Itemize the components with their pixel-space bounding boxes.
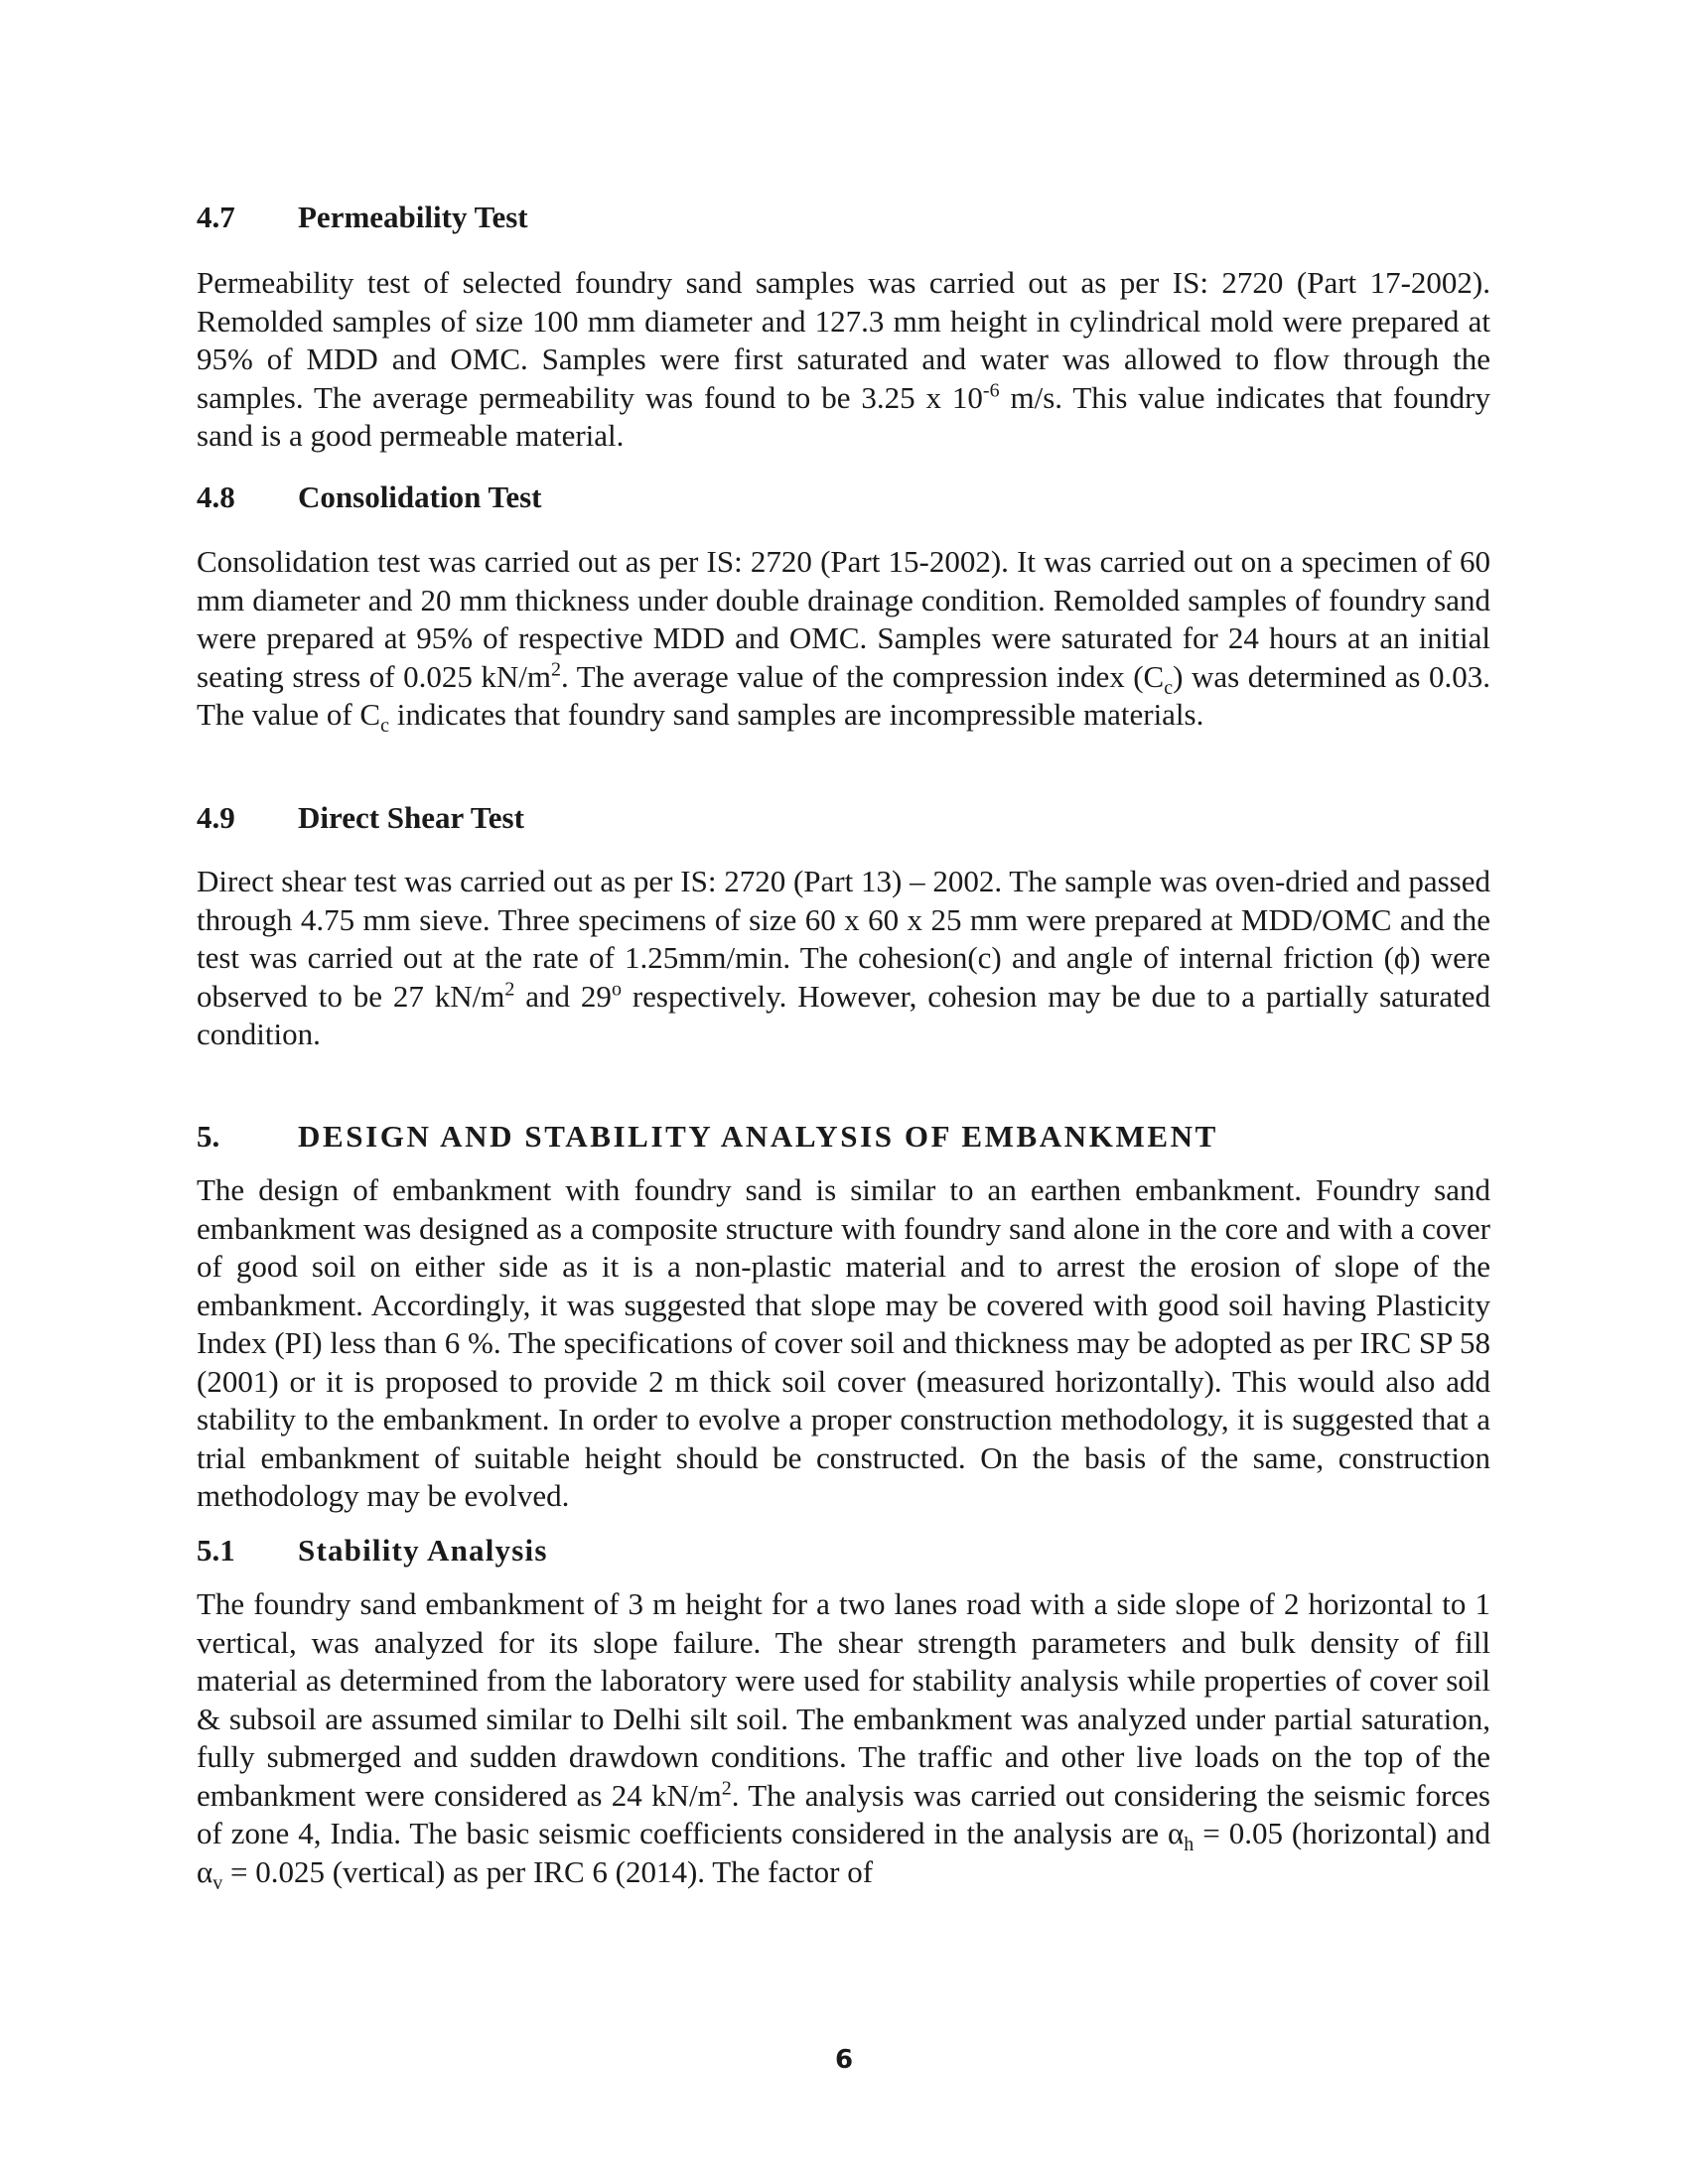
section-number: 4.8 (197, 479, 235, 514)
section-title: DESIGN AND STABILITY ANALYSIS OF EMBANKMENT (298, 1119, 1218, 1154)
section-number: 4.7 (197, 200, 235, 234)
section-number: 4.9 (197, 800, 235, 835)
section-title: Direct Shear Test (298, 800, 524, 835)
section-heading-4-7 (197, 200, 528, 235)
section-heading-4-8 (197, 479, 542, 515)
section-title: Consolidation Test (298, 479, 542, 514)
section-number: 5.1 (197, 1533, 235, 1568)
section-paragraph: The foundry sand embankment of 3 m height for a two lanes road with a side slope of 2 horizontal to 1 vertical, was analyzed for its slope failure. The shear strength parameters and bulk density of fill material as determined from the laboratory were used for stability analysis while properties of cover soil & subsoil are assumed similar to Delhi silt soil. The embankment was analyzed under partial saturation, fully submerged and sudden drawdown conditions. The traffic and other live loads on the top of the embankment were considered as 24 $kN/m^2$. The analysis was carried out considering the seismic forces of zone 4, India. The basic seismic coefficients considered in the analysis are $\alpha_h = 0.05$ (horizontal) and $\alpha_v = 0.025$ (vertical) as per IRC 6 (2014). The factor of (197, 1586, 1490, 1894)
page-number: 6 (834, 2045, 854, 2075)
section-paragraph: Direct shear test was carried out as per IS: 2720 (Part 13) – 2002. The sample was oven-dried and passed through 4.75 mm sieve. Three specimens of size 60 x 60 x 25 mm were prepared at MDD/OMC and the test was carried out at the rate of 1.25mm/min. The cohesion(c) and angle of internal friction (ϕ) were observed to be 27 $kN/m^2$ and 29$^o$ respectively. However, cohesion may be due to a partially saturated condition. (197, 864, 1490, 1051)
section-number: 5. (197, 1119, 220, 1154)
section-heading-5 (197, 1119, 1218, 1155)
section-heading-4-9 (197, 800, 524, 836)
section-title: Stability Analysis (298, 1533, 548, 1568)
section-paragraph: Consolidation test was carried out as per IS: 2720 (Part 15-2002). It was carried out on a specimen of 60 mm diameter and 20 mm thickness under double drainage condition. Remolded samples of foundry sand were prepared at 95% of respective MDD and OMC. Samples were saturated for 24 hours at an initial seating stress of 0.025 $kN/m^2$. The average value of the compression index $(C_c)$ was determined as 0.03. The value of $C_c$ indicates that foundry sand samples are incompressible materials. (197, 544, 1490, 738)
section-heading-5-1 (197, 1533, 548, 1569)
section-paragraph: Permeability test of selected foundry sand samples was carried out as per IS: 2720 (Part 17-2002). Remolded samples of size 100 mm diameter and 127.3 mm height in cylindrical mold were prepared at 95% of MDD and OMC. Samples were first saturated and water was allowed to flow through the samples. The average permeability was found to be 3.25 x $10^{-6}$ m/s. This value indicates that foundry sand is a good permeable material. (197, 265, 1490, 453)
section-paragraph: The design of embankment with foundry sand is similar to an earthen embankment. Foundry sand embankment was designed as a composite structure with foundry sand alone in the core and with a cover of good soil on either side as it is a non-plastic material and to arrest the erosion of slope of the embankment. Accordingly, it was suggested that slope may be covered with good soil having Plasticity Index (PI) less than 6 %. The specifications of cover soil and thickness may be adopted as per IRC SP 58 (2001) or it is proposed to provide 2 m thick soil cover (measured horizontally). This would also add stability to the embankment. In order to evolve a proper construction methodology, it is suggested that a trial embankment of suitable height should be constructed. On the basis of the same, construction methodology may be evolved. (197, 1172, 1490, 1513)
section-title: Permeability Test (298, 200, 528, 234)
